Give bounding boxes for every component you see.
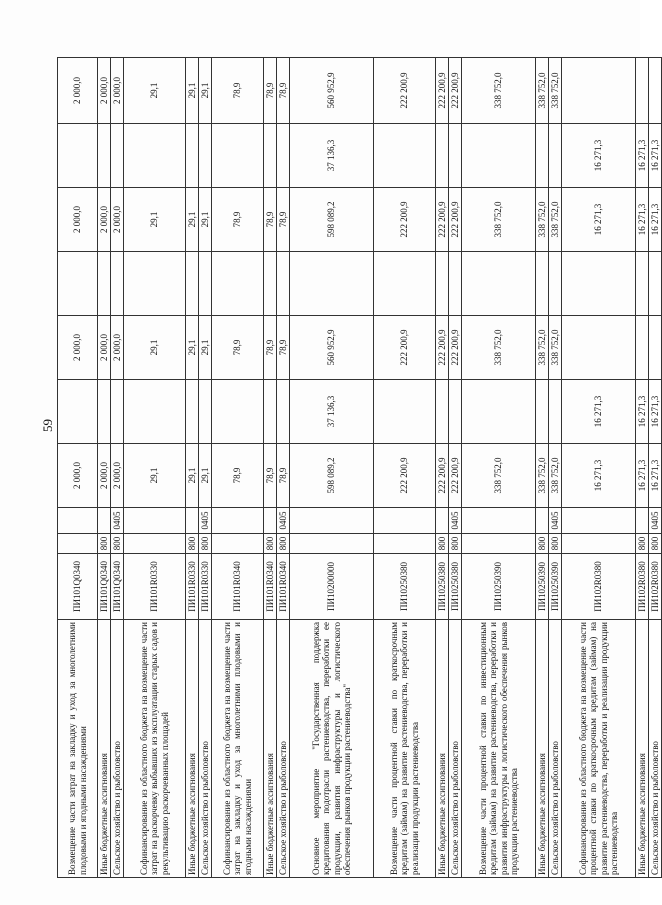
amount-cell: 2 000,0 xyxy=(58,316,98,380)
expense-type-cell: 800 xyxy=(536,534,549,554)
amount-cell: 2 000,0 xyxy=(111,58,124,124)
target-article-cell: ПИ10250380 xyxy=(449,554,462,620)
section-cell xyxy=(212,508,264,534)
amount-cell: 338 752,0 xyxy=(536,444,549,508)
target-article-cell: ПИ10250390 xyxy=(549,554,562,620)
row-name-cell: Софинансирование из областного бюджета на возмещение части затрат на закладку и уход за многолетними плодовыми и ягодными насаждениями xyxy=(212,620,264,878)
amount-cell: 29,1 xyxy=(199,58,212,124)
table-row xyxy=(58,58,98,878)
budget-table xyxy=(57,57,662,878)
expense-type-cell: 800 xyxy=(649,534,662,554)
table-row xyxy=(124,58,186,878)
table-body xyxy=(58,58,662,878)
amount-cell: 338 752,0 xyxy=(536,316,549,380)
amount-cell: 338 752,0 xyxy=(462,316,536,380)
amount-cell xyxy=(277,380,290,444)
amount-cell xyxy=(98,380,111,444)
amount-cell: 29,1 xyxy=(124,444,186,508)
amount-cell: 222 200,9 xyxy=(449,316,462,380)
expense-type-cell: 800 xyxy=(186,534,199,554)
target-article-cell: ПИ101R0340 xyxy=(212,554,264,620)
amount-cell: 338 752,0 xyxy=(462,58,536,124)
amount-cell: 78,9 xyxy=(212,188,264,252)
expense-type-cell: 800 xyxy=(277,534,290,554)
amount-cell xyxy=(58,380,98,444)
amount-cell: 78,9 xyxy=(212,316,264,380)
amount-cell: 16 271,3 xyxy=(636,444,649,508)
row-name-cell: Сельское хозяйство и рыболовство xyxy=(649,620,662,878)
amount-cell: 338 752,0 xyxy=(462,444,536,508)
table-row xyxy=(290,58,374,878)
table-row xyxy=(111,58,124,878)
table-row xyxy=(536,58,549,878)
amount-cell: 222 200,9 xyxy=(436,316,449,380)
amount-cell xyxy=(549,124,562,188)
amount-cell: 222 200,9 xyxy=(436,58,449,124)
row-name-cell: Софинансирование из областного бюджета на возмещение части затрат на раскорчевку выбывших из эксплуатации старых садов и рекультивацию раскорчеванных площадей xyxy=(124,620,186,878)
amount-cell: 2 000,0 xyxy=(98,188,111,252)
expense-type-cell xyxy=(462,534,536,554)
amount-cell: 2 000,0 xyxy=(98,58,111,124)
amount-cell: 222 200,9 xyxy=(436,188,449,252)
amount-cell xyxy=(98,252,111,316)
amount-cell: 78,9 xyxy=(277,316,290,380)
target-article-cell: ПИ101R0340 xyxy=(264,554,277,620)
amount-cell: 16 271,3 xyxy=(562,444,636,508)
amount-cell xyxy=(124,380,186,444)
amount-cell xyxy=(186,252,199,316)
row-name-cell: Возмещение части процентной ставки по краткосрочным кредитам (займам) на развитие растениеводства, переработки и реализации продукции растениеводства xyxy=(374,620,436,878)
expense-type-cell xyxy=(562,534,636,554)
amount-cell xyxy=(212,380,264,444)
amount-cell xyxy=(374,124,436,188)
expense-type-cell: 800 xyxy=(636,534,649,554)
amount-cell: 78,9 xyxy=(264,444,277,508)
amount-cell xyxy=(649,316,662,380)
amount-cell: 338 752,0 xyxy=(549,444,562,508)
target-article-cell: ПИ101Q0340 xyxy=(111,554,124,620)
section-cell: 0405 xyxy=(449,508,462,534)
amount-cell: 78,9 xyxy=(277,188,290,252)
amount-cell xyxy=(374,252,436,316)
amount-cell xyxy=(186,124,199,188)
table-row xyxy=(199,58,212,878)
target-article-cell: ПИ10200000 xyxy=(290,554,374,620)
amount-cell: 16 271,3 xyxy=(636,380,649,444)
amount-cell: 16 271,3 xyxy=(649,444,662,508)
amount-cell: 37 136,3 xyxy=(290,380,374,444)
section-cell: 0405 xyxy=(277,508,290,534)
section-cell xyxy=(562,508,636,534)
expense-type-cell xyxy=(212,534,264,554)
amount-cell xyxy=(277,124,290,188)
amount-cell: 222 200,9 xyxy=(374,316,436,380)
amount-cell: 29,1 xyxy=(124,58,186,124)
target-article-cell: ПИ102R0380 xyxy=(636,554,649,620)
amount-cell xyxy=(212,124,264,188)
amount-cell: 78,9 xyxy=(277,58,290,124)
amount-cell xyxy=(111,252,124,316)
target-article-cell: ПИ10250380 xyxy=(436,554,449,620)
section-cell xyxy=(124,508,186,534)
table-row xyxy=(277,58,290,878)
table-row xyxy=(436,58,449,878)
amount-cell: 222 200,9 xyxy=(374,188,436,252)
amount-cell: 29,1 xyxy=(124,188,186,252)
amount-cell: 338 752,0 xyxy=(536,188,549,252)
row-name-cell: Иные бюджетные ассигнования xyxy=(264,620,277,878)
table-row xyxy=(212,58,264,878)
amount-cell xyxy=(212,252,264,316)
amount-cell: 222 200,9 xyxy=(449,444,462,508)
amount-cell: 338 752,0 xyxy=(549,188,562,252)
table-row xyxy=(549,58,562,878)
amount-cell: 16 271,3 xyxy=(649,188,662,252)
amount-cell xyxy=(636,316,649,380)
section-cell: 0405 xyxy=(199,508,212,534)
amount-cell xyxy=(649,252,662,316)
amount-cell: 29,1 xyxy=(186,58,199,124)
amount-cell: 16 271,3 xyxy=(562,380,636,444)
amount-cell xyxy=(562,252,636,316)
amount-cell xyxy=(264,124,277,188)
target-article-cell: ПИ10250390 xyxy=(536,554,549,620)
amount-cell: 37 136,3 xyxy=(290,124,374,188)
amount-cell: 16 271,3 xyxy=(636,188,649,252)
amount-cell: 598 089,2 xyxy=(290,188,374,252)
amount-cell xyxy=(462,124,536,188)
amount-cell: 598 089,2 xyxy=(290,444,374,508)
amount-cell xyxy=(290,252,374,316)
expense-type-cell: 800 xyxy=(111,534,124,554)
amount-cell xyxy=(549,380,562,444)
amount-cell xyxy=(462,380,536,444)
amount-cell xyxy=(636,58,649,124)
amount-cell xyxy=(277,252,290,316)
target-article-cell: ПИ101R0330 xyxy=(124,554,186,620)
amount-cell xyxy=(462,252,536,316)
amount-cell xyxy=(636,252,649,316)
amount-cell: 222 200,9 xyxy=(449,58,462,124)
row-name-cell: Возмещение части процентной ставки по инвестиционным кредитам (займам) на развитие растениеводства, переработки и развития инфраструктуры и логистического обеспечения рынков продукции растениеводства xyxy=(462,620,536,878)
amount-cell: 560 952,9 xyxy=(290,58,374,124)
expense-type-cell: 800 xyxy=(549,534,562,554)
amount-cell xyxy=(449,252,462,316)
amount-cell xyxy=(264,380,277,444)
row-name-cell: Софинансирование из областного бюджета на возмещение части процентной ставки по краткосрочным кредитам (займам) на развитие растениеводства, переработки и реализации продукции растениеводства xyxy=(562,620,636,878)
row-name-cell: Сельское хозяйство и рыболовство xyxy=(549,620,562,878)
amount-cell: 2 000,0 xyxy=(98,316,111,380)
amount-cell xyxy=(449,124,462,188)
section-cell xyxy=(436,508,449,534)
amount-cell: 78,9 xyxy=(264,188,277,252)
amount-cell: 16 271,3 xyxy=(636,124,649,188)
rotated-table-container xyxy=(57,58,660,878)
amount-cell: 29,1 xyxy=(199,188,212,252)
amount-cell: 16 271,3 xyxy=(562,124,636,188)
expense-type-cell: 800 xyxy=(98,534,111,554)
row-name-cell: Иные бюджетные ассигнования xyxy=(186,620,199,878)
expense-type-cell: 800 xyxy=(436,534,449,554)
section-cell xyxy=(636,508,649,534)
section-cell xyxy=(264,508,277,534)
amount-cell xyxy=(124,252,186,316)
target-article-cell: ПИ101R0340 xyxy=(277,554,290,620)
expense-type-cell: 800 xyxy=(264,534,277,554)
amount-cell xyxy=(536,252,549,316)
section-cell xyxy=(374,508,436,534)
expense-type-cell: 800 xyxy=(199,534,212,554)
amount-cell: 16 271,3 xyxy=(649,380,662,444)
section-cell xyxy=(98,508,111,534)
expense-type-cell xyxy=(58,534,98,554)
amount-cell xyxy=(186,380,199,444)
amount-cell: 16 271,3 xyxy=(649,124,662,188)
section-cell xyxy=(536,508,549,534)
amount-cell: 2 000,0 xyxy=(58,444,98,508)
table-row xyxy=(264,58,277,878)
amount-cell xyxy=(264,252,277,316)
amount-cell xyxy=(549,252,562,316)
table-row xyxy=(186,58,199,878)
row-name-cell: Возмещение части затрат на закладку и уход за многолетними плодовыми и ягодными насаждениями xyxy=(58,620,98,878)
amount-cell: 78,9 xyxy=(264,58,277,124)
amount-cell: 2 000,0 xyxy=(111,444,124,508)
amount-cell xyxy=(436,124,449,188)
row-name-cell: Сельское хозяйство и рыболовство xyxy=(199,620,212,878)
row-name-cell: Иные бюджетные ассигнования xyxy=(536,620,549,878)
amount-cell xyxy=(562,316,636,380)
page-number: 59 xyxy=(40,419,55,432)
table-row xyxy=(374,58,436,878)
amount-cell: 2 000,0 xyxy=(111,188,124,252)
expense-type-cell xyxy=(290,534,374,554)
amount-cell xyxy=(124,124,186,188)
amount-cell: 222 200,9 xyxy=(449,188,462,252)
section-cell xyxy=(462,508,536,534)
section-cell xyxy=(290,508,374,534)
row-name-cell: Сельское хозяйство и рыболовство xyxy=(449,620,462,878)
amount-cell: 29,1 xyxy=(186,444,199,508)
section-cell: 0405 xyxy=(649,508,662,534)
target-article-cell: ПИ102R0380 xyxy=(562,554,636,620)
amount-cell xyxy=(98,124,111,188)
amount-cell: 560 952,9 xyxy=(290,316,374,380)
amount-cell: 338 752,0 xyxy=(462,188,536,252)
amount-cell: 78,9 xyxy=(264,316,277,380)
table-row xyxy=(449,58,462,878)
amount-cell: 338 752,0 xyxy=(536,58,549,124)
row-name-cell: Иные бюджетные ассигнования xyxy=(98,620,111,878)
amount-cell xyxy=(199,380,212,444)
amount-cell: 29,1 xyxy=(186,316,199,380)
section-cell xyxy=(58,508,98,534)
row-name-cell: Сельское хозяйство и рыболовство xyxy=(111,620,124,878)
amount-cell xyxy=(649,58,662,124)
amount-cell: 222 200,9 xyxy=(374,444,436,508)
amount-cell: 2 000,0 xyxy=(58,58,98,124)
amount-cell xyxy=(58,124,98,188)
amount-cell: 78,9 xyxy=(212,444,264,508)
target-article-cell: ПИ101Q0340 xyxy=(98,554,111,620)
amount-cell xyxy=(199,124,212,188)
section-cell: 0405 xyxy=(549,508,562,534)
target-article-cell: ПИ101R0330 xyxy=(199,554,212,620)
row-name-cell: Иные бюджетные ассигнования xyxy=(636,620,649,878)
amount-cell: 78,9 xyxy=(277,444,290,508)
amount-cell xyxy=(111,380,124,444)
amount-cell: 29,1 xyxy=(186,188,199,252)
table-row xyxy=(636,58,649,878)
target-article-cell: ПИ101R0330 xyxy=(186,554,199,620)
amount-cell: 78,9 xyxy=(212,58,264,124)
amount-cell: 222 200,9 xyxy=(374,58,436,124)
target-article-cell: ПИ10250380 xyxy=(374,554,436,620)
target-article-cell: ПИ101Q0340 xyxy=(58,554,98,620)
amount-cell xyxy=(436,252,449,316)
amount-cell xyxy=(536,124,549,188)
amount-cell: 16 271,3 xyxy=(562,188,636,252)
amount-cell: 29,1 xyxy=(199,444,212,508)
amount-cell xyxy=(374,380,436,444)
amount-cell: 222 200,9 xyxy=(436,444,449,508)
table-row xyxy=(98,58,111,878)
amount-cell: 338 752,0 xyxy=(549,58,562,124)
amount-cell: 2 000,0 xyxy=(98,444,111,508)
amount-cell: 29,1 xyxy=(199,316,212,380)
row-name-cell: Сельское хозяйство и рыболовство xyxy=(277,620,290,878)
amount-cell: 338 752,0 xyxy=(549,316,562,380)
table-row xyxy=(462,58,536,878)
amount-cell: 2 000,0 xyxy=(111,316,124,380)
expense-type-cell xyxy=(124,534,186,554)
row-name-cell: Основное мероприятие "Государственная поддержка кредитования подотрасли растениеводства, переработки ее продукции, развития инфраструктуры и логистического обеспечения рынков продукции растениеводства" xyxy=(290,620,374,878)
amount-cell xyxy=(562,58,636,124)
section-cell: 0405 xyxy=(111,508,124,534)
target-article-cell: ПИ102R0380 xyxy=(649,554,662,620)
amount-cell xyxy=(436,380,449,444)
amount-cell: 29,1 xyxy=(124,316,186,380)
expense-type-cell xyxy=(374,534,436,554)
amount-cell xyxy=(111,124,124,188)
amount-cell xyxy=(536,380,549,444)
target-article-cell: ПИ10250390 xyxy=(462,554,536,620)
table-row xyxy=(562,58,636,878)
table-row xyxy=(649,58,662,878)
amount-cell xyxy=(58,252,98,316)
amount-cell: 2 000,0 xyxy=(58,188,98,252)
section-cell xyxy=(186,508,199,534)
amount-cell xyxy=(199,252,212,316)
amount-cell xyxy=(449,380,462,444)
expense-type-cell: 800 xyxy=(449,534,462,554)
row-name-cell: Иные бюджетные ассигнования xyxy=(436,620,449,878)
